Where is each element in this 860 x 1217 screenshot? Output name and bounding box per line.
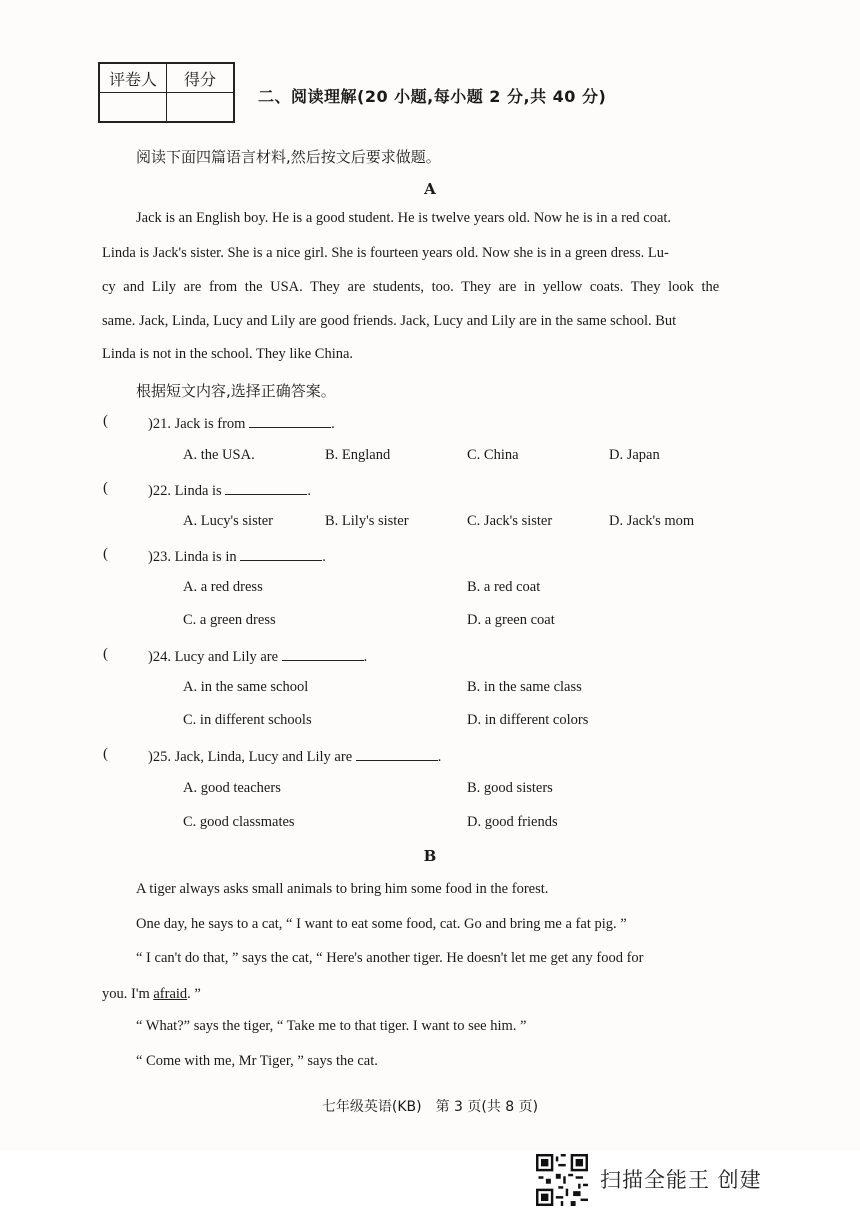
passage-b-line-1: A tiger always asks small animals to bring him some food in the forest. [136, 881, 549, 897]
question-25: )25. Jack, Linda, Lucy and Lily are . [148, 746, 441, 766]
q25-option-d: D. good friends [467, 814, 558, 830]
answer-bracket: ( [103, 413, 108, 429]
answer-blank [282, 646, 364, 661]
q22-option-c: C. Jack's sister [467, 513, 553, 529]
q21-option-b: B. England [325, 447, 391, 463]
section-heading: 二、阅读理解(20 小题,每小题 2 分,共 40 分) [258, 87, 607, 106]
q23-option-c: C. a green dress [183, 612, 276, 628]
q25-option-c: C. good classmates [183, 814, 295, 830]
score-box [98, 62, 235, 123]
answer-bracket: ( [103, 746, 108, 762]
q25-option-b: B. good sisters [467, 780, 553, 796]
answer-blank [225, 480, 307, 495]
q22-option-d: D. Jack's mom [609, 513, 695, 529]
answer-blank [356, 746, 438, 761]
q25-option-a: A. good teachers [183, 780, 281, 796]
underlined-word: afraid [153, 986, 188, 1002]
q21-option-d: D. Japan [609, 447, 660, 463]
question-23: )23. Linda is in . [148, 546, 326, 566]
answer-blank [249, 413, 331, 428]
passage-b-line-6: “ Come with me, Mr Tiger, ” says the cat. [136, 1053, 378, 1069]
passage-a-task: 根据短文内容,选择正确答案。 [136, 382, 336, 400]
qr-code-icon [536, 1154, 588, 1206]
q22-option-a: A. Lucy's sister [183, 513, 274, 529]
q21-option-c: C. China [467, 447, 519, 463]
passage-b-line-3: “ I can't do that, ” says the cat, “ Here's another tiger. He doesn't let me get any food for [136, 950, 644, 966]
q21-option-a: A. the USA. [183, 447, 255, 463]
scanner-watermark: 扫描全能王 创建 [600, 1168, 762, 1192]
passage-b-line-5: “ What?” says the tiger, “ Take me to that tiger. I want to see him. ” [136, 1018, 527, 1034]
q22-option-b: B. Lily's sister [325, 513, 409, 529]
q24-option-c: C. in different schools [183, 712, 312, 728]
q23-option-d: D. a green coat [467, 612, 555, 628]
passage-a-line-5: Linda is not in the school. They like China. [102, 346, 354, 362]
passage-a-line-1: Jack is an English boy. He is a good student. He is twelve years old. Now he is in a red coat. [136, 210, 672, 226]
question-22: )22. Linda is . [148, 480, 311, 500]
question-21: )21. Jack is from . [148, 413, 335, 433]
q23-option-b: B. a red coat [467, 579, 541, 595]
q24-option-d: D. in different colors [467, 712, 589, 728]
passage-b-title: B [423, 847, 437, 865]
passage-a-title: A [424, 180, 436, 198]
passage-b-line-4: you. I'm afraid. ” [102, 986, 201, 1002]
answer-bracket: ( [103, 546, 108, 562]
passage-b-line-2: One day, he says to a cat, “ I want to eat some food, cat. Go and bring me a fat pig. ” [136, 916, 627, 932]
passage-a-line-4: same. Jack, Linda, Lucy and Lily are good friends. Jack, Lucy and Lily are in the same school. But [102, 313, 677, 329]
passage-a-line-2: Linda is Jack's sister. She is a nice girl. She is fourteen years old. Now she is in a green dress. Lu- [102, 245, 669, 261]
answer-blank [240, 546, 322, 561]
score-label: 得分 [167, 63, 235, 93]
answer-bracket: ( [103, 646, 108, 662]
score-cell [167, 93, 235, 123]
reviewer-cell [99, 93, 167, 123]
q23-option-a: A. a red dress [183, 579, 263, 595]
instruction: 阅读下面四篇语言材料,然后按文后要求做题。 [136, 148, 441, 166]
page-footer: 七年级英语(KB) 第 3 页(共 8 页) [321, 1099, 539, 1115]
question-24: )24. Lucy and Lily are . [148, 646, 367, 666]
q24-option-b: B. in the same class [467, 679, 582, 695]
answer-bracket: ( [103, 480, 108, 496]
q24-option-a: A. in the same school [183, 679, 309, 695]
passage-a-line-3: cy and Lily are from the USA. They are students, too. They are in yellow coats. They look the [102, 279, 720, 295]
reviewer-label: 评卷人 [99, 63, 167, 93]
